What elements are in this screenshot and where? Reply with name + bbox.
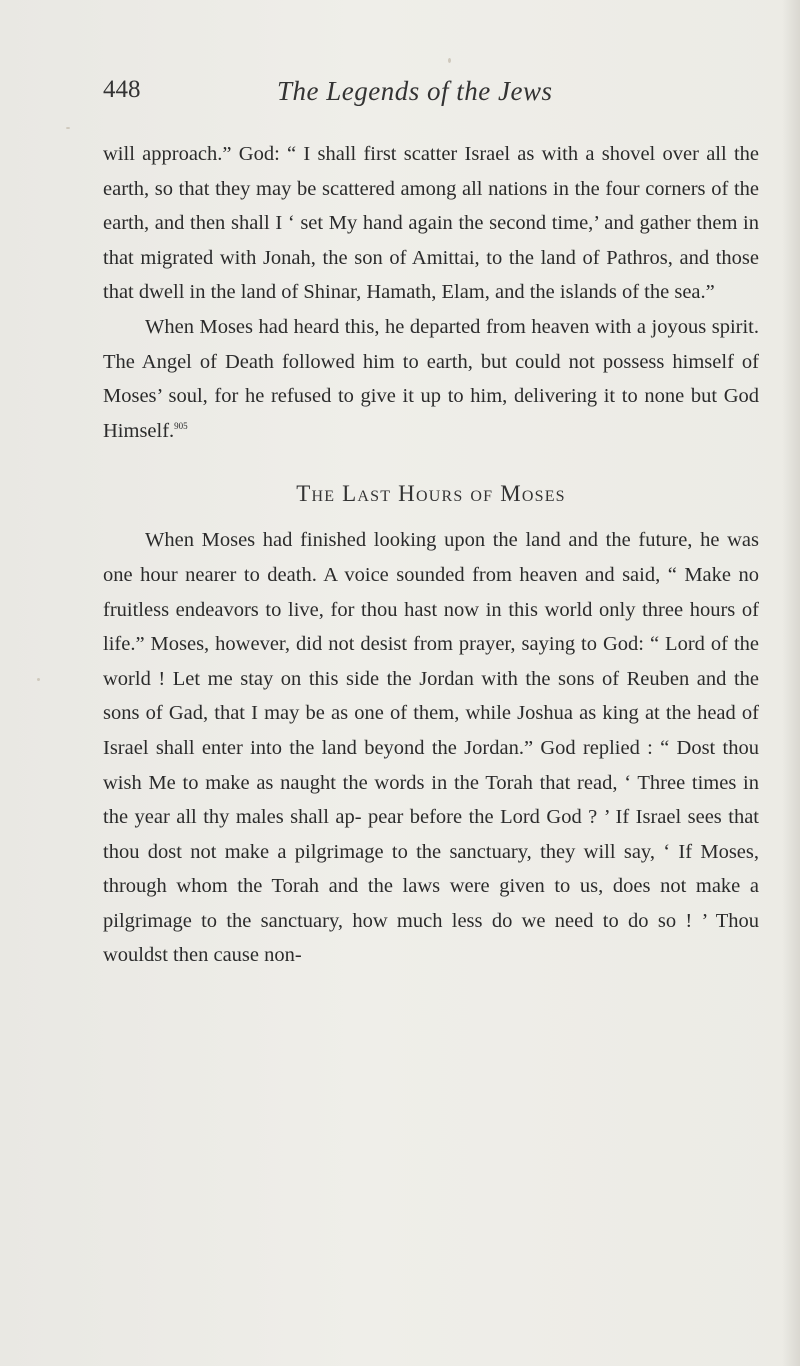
paper-speck [66, 127, 70, 129]
page-edge-shadow [782, 0, 800, 1366]
paper-speck [448, 58, 451, 63]
running-title: The Legends of the Jews [277, 76, 553, 106]
body-text [103, 137, 759, 973]
page-number: 448 [103, 76, 141, 103]
page-header [103, 76, 663, 116]
footnote-marker: 905 [174, 420, 188, 431]
paragraph-text: When Moses had heard this, he departed from heaven with a joyous spirit. The Angel of Death followed him to earth, but could not possess himself of Moses’ soul, for he refused to give it up to him, delivering it to none but God Himself. [103, 315, 759, 442]
paragraph-continuation: will approach.” God: “ I shall first scatter Israel as with a shovel over all the earth, so that they may be scattered among all nations in the four corners of the earth, and then shall I ‘ set My hand again the second time,’ and gather them in that migrated with Jonah, the son of Amittai, to the land of Pathros, and those that dwell in the land of Shinar, Hamath, Elam, and the islands of the sea.” [103, 143, 759, 304]
paragraph-last-hours: When Moses had finished looking upon the land and the future, he was one hour nearer to death. A voice sounded from heaven and said, “ Make no fruitless endeavors to live, for thou hast now in this world only three hours of life.” Moses, however, did not desist from prayer, saying to God: “ Lord of the world ! Let me stay on this side the Jordan with the sons of Reuben and the sons of Gad, that I may be as one of them, while Joshua as king at the head of Israel shall enter into the land beyond the Jordan.” God replied : “ Dost thou wish Me to make as naught the words in the Torah that read, ‘ Three times in the year all thy males shall ap- pear before the Lord God ? ’ If Israel sees that thou dost not make a pilgrimage to the sanctuary, they will say, ‘ If Moses, through whom the Torah and the laws were given to us, does not make a pilgrimage to the sanctuary, how much less do we need to do so ! ’ Thou wouldst then cause non- [103, 529, 759, 967]
paragraph-moses-departs [103, 310, 759, 448]
section-heading: The Last Hours of Moses [296, 481, 566, 507]
paper-speck [37, 678, 40, 681]
